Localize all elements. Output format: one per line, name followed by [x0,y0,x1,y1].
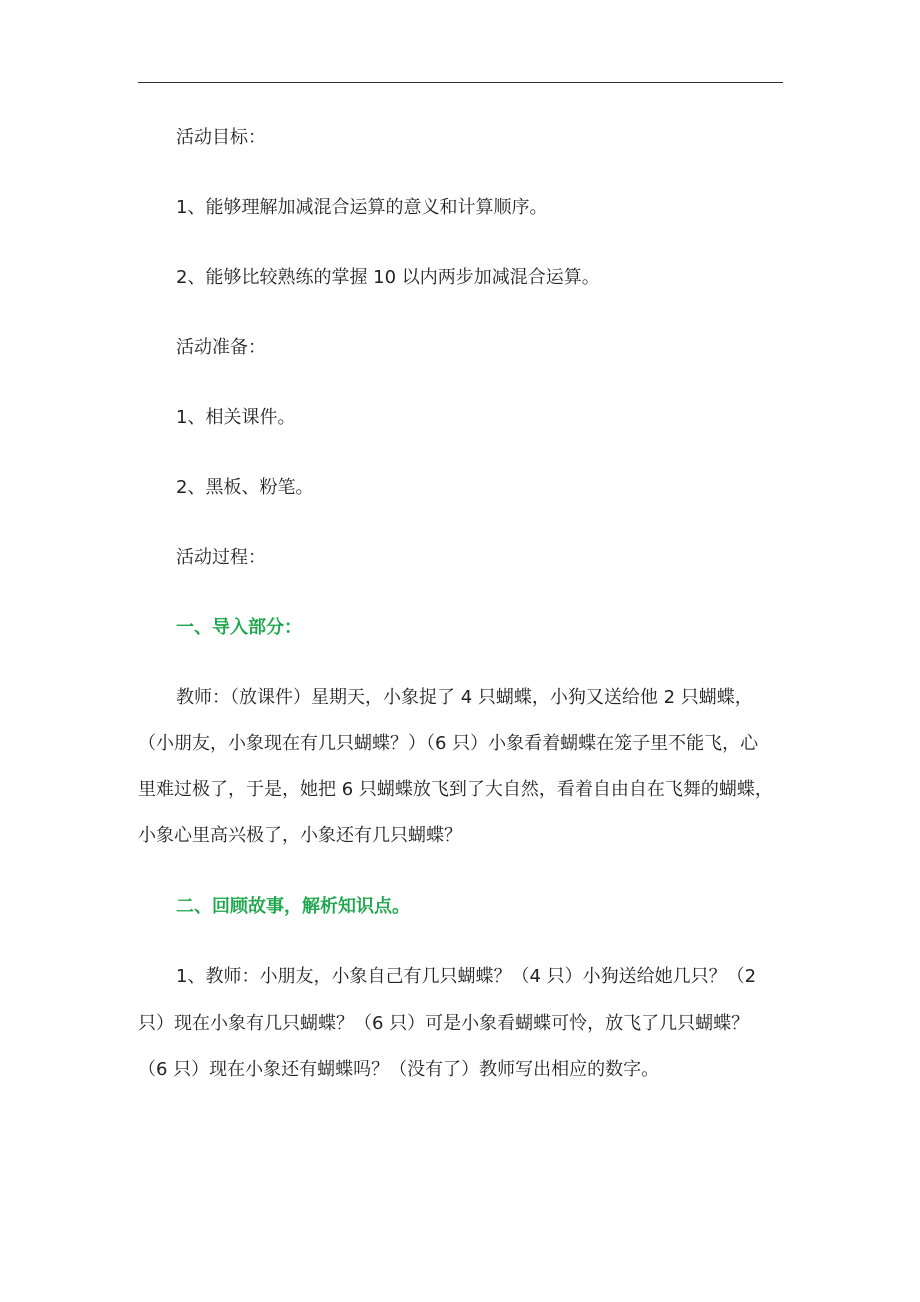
section-heading-intro: 一、导入部分： [176,617,302,638]
intro-paragraph-line-1: 教师：（放课件）星期天，小象捉了 4 只蝴蝶，小狗又送给他 2 只蝴蝶， [176,687,753,708]
intro-paragraph-line-3: 里难过极了，于是，她把 6 只蝴蝶放飞到了大自然，看着自由自在飞舞的蝴蝶， [138,779,773,800]
intro-paragraph-line-4: 小象心里高兴极了，小象还有几只蝴蝶？ [138,825,462,846]
review-paragraph-line-3: （6 只）现在小象还有蝴蝶吗？（没有了）教师写出相应的数字。 [138,1059,660,1080]
preparation-heading: 活动准备： [176,337,266,358]
objectives-heading: 活动目标： [176,127,266,148]
objective-item-1: 1、能够理解加减混合运算的意义和计算顺序。 [176,197,548,218]
intro-paragraph-line-2: （小朋友，小象现在有几只蝴蝶？）（6 只）小象看着蝴蝶在笼子里不能飞，心 [138,733,759,754]
process-heading: 活动过程： [176,547,266,568]
preparation-item-2: 2、黑板、粉笔。 [176,477,314,498]
header-rule [138,82,783,83]
review-paragraph-line-2: 只）现在小象有几只蝴蝶？（6 只）可是小象看蝴蝶可怜，放飞了几只蝴蝶？ [138,1013,750,1034]
review-paragraph-line-1: 1、教师：小朋友，小象自己有几只蝴蝶？（4 只）小狗送给她几只？（2 [176,966,757,987]
section-heading-review: 二、回顾故事，解析知识点。 [176,896,410,917]
preparation-item-1: 1、相关课件。 [176,407,296,428]
objective-item-2: 2、能够比较熟练的掌握 10 以内两步加减混合运算。 [176,267,600,288]
